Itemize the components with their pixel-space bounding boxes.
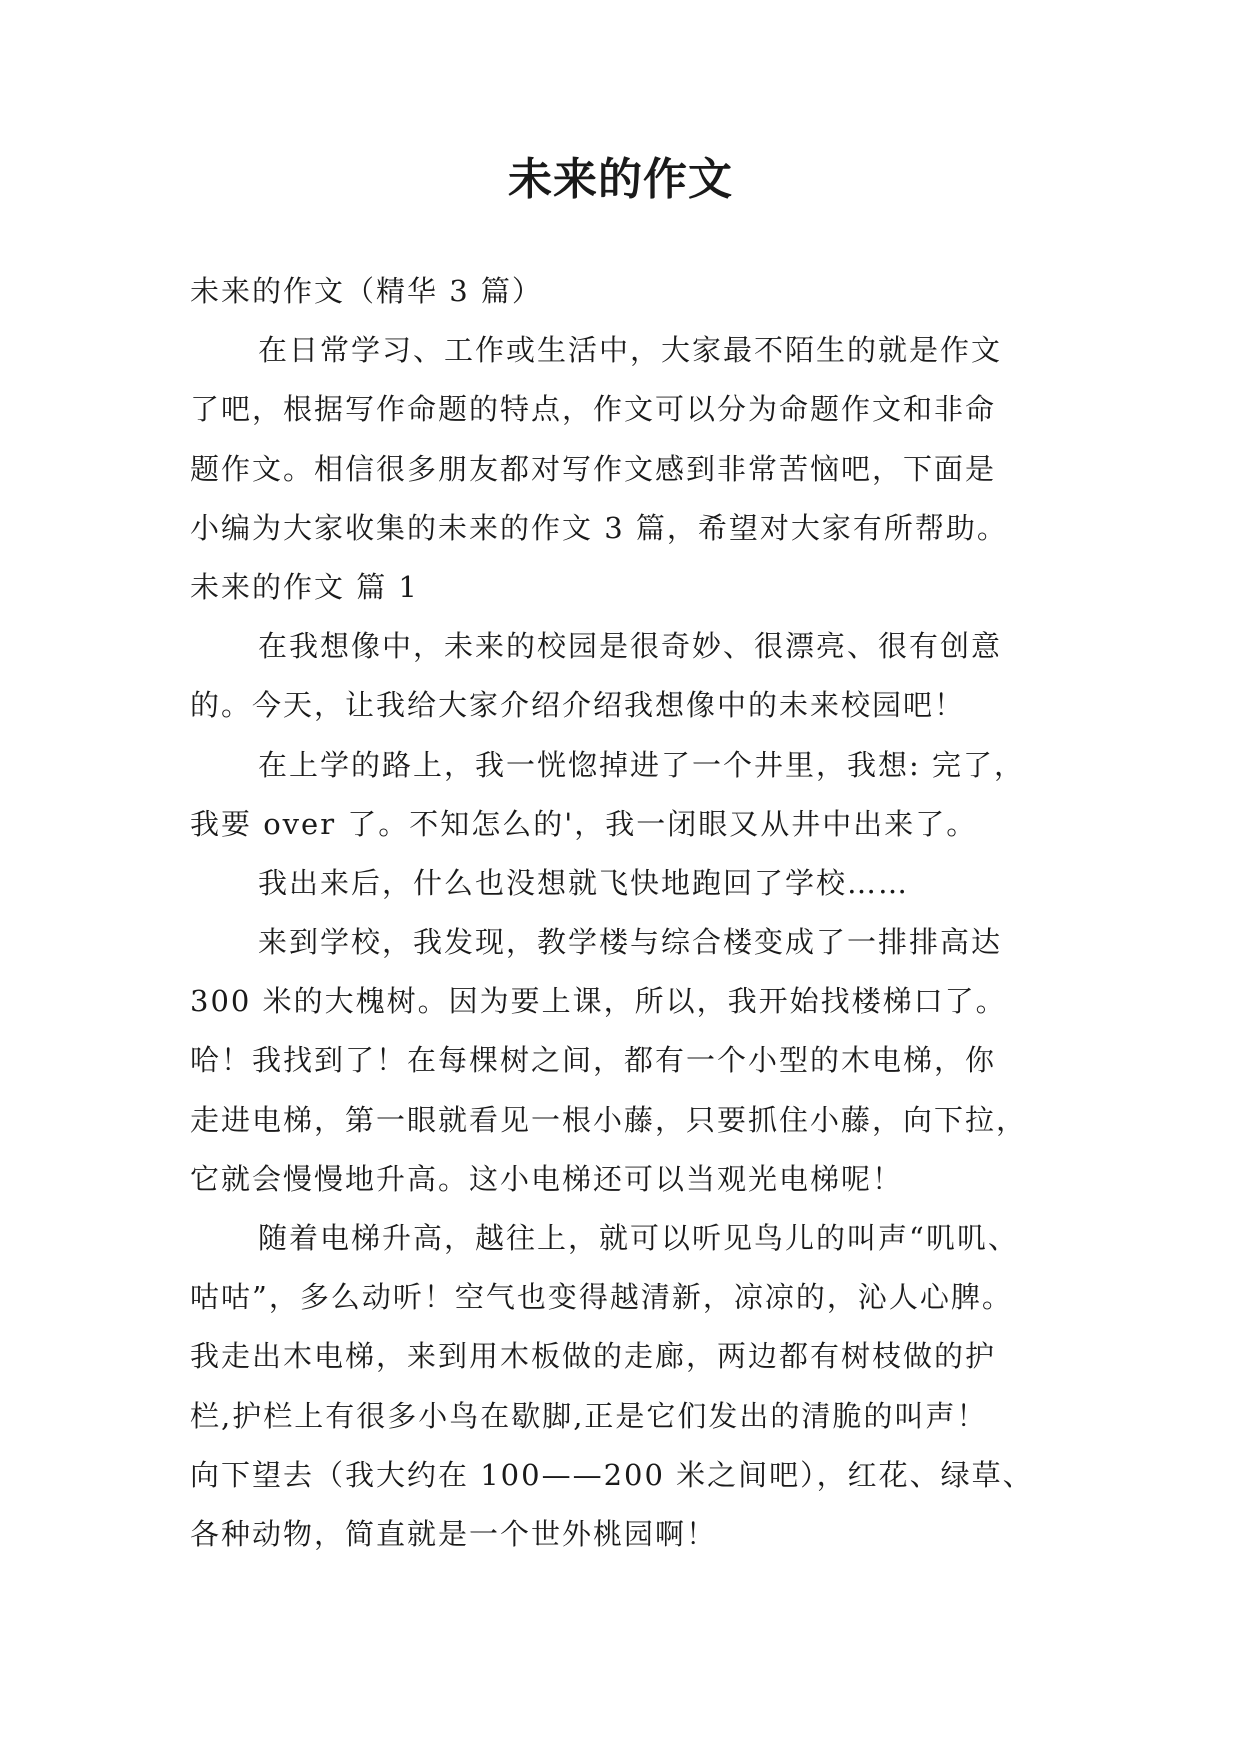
- text-line: 题作文。相信很多朋友都对写作文感到非常苦恼吧，下面是: [190, 451, 997, 486]
- text-line: 未来的作文 篇 1: [190, 569, 419, 604]
- text-line: 栏,护栏上有很多小鸟在歇脚,正是它们发出的清脆的叫声！: [190, 1398, 988, 1433]
- text-line: 在上学的路上，我一恍惚掉进了一个井里，我想: 完了，: [258, 747, 1025, 782]
- text-line: 它就会慢慢地升高。这小电梯还可以当观光电梯呢！: [190, 1161, 904, 1196]
- text-line: 我要 over 了。不知怎么的'，我一闭眼又从井中出来了。: [190, 806, 978, 841]
- text-line: 向下望去（我大约在 100——200 米之间吧），红花、绿草、: [190, 1457, 1034, 1492]
- text-line: 哈！我找到了！在每棵树之间，都有一个小型的木电梯，你: [190, 1043, 997, 1078]
- text-line: 了吧，根据写作命题的特点，作文可以分为命题作文和非命: [190, 392, 997, 427]
- text-line: 的。今天，让我给大家介绍介绍我想像中的未来校园吧！: [190, 688, 966, 723]
- text-line: 咕咕”，多么动听！空气也变得越清新，凉凉的，沁人心脾。: [190, 1280, 1013, 1315]
- text-line: 随着电梯升高，越往上，就可以听见鸟儿的叫声“叽叽、: [258, 1221, 1019, 1255]
- text-line: 在日常学习、工作或生活中，大家最不陌生的就是作文: [258, 333, 1003, 368]
- text-line: 来到学校，我发现，教学楼与综合楼变成了一排排高达: [258, 925, 1003, 960]
- document-body: [190, 262, 1070, 1564]
- document-title: 未来的作文: [508, 154, 733, 205]
- text-line: 小编为大家收集的未来的作文 3 篇，希望对大家有所帮助。: [190, 510, 1008, 545]
- text-line: 我出来后，什么也没想就飞快地跑回了学校……: [258, 865, 910, 900]
- text-line: 走进电梯，第一眼就看见一根小藤，只要抓住小藤，向下拉，: [190, 1102, 1028, 1137]
- text-line: 我走出木电梯，来到用木板做的走廊，两边都有树枝做的护: [190, 1339, 997, 1374]
- text-line: 各种动物，简直就是一个世外桃园啊！: [190, 1516, 718, 1551]
- text-line: 在我想像中，未来的校园是很奇妙、很漂亮、很有创意: [258, 629, 1003, 664]
- text-line: 未来的作文（精华 3 篇）: [190, 274, 543, 308]
- text-line: 300 米的大槐树。因为要上课，所以，我开始找楼梯口了。: [190, 984, 1007, 1019]
